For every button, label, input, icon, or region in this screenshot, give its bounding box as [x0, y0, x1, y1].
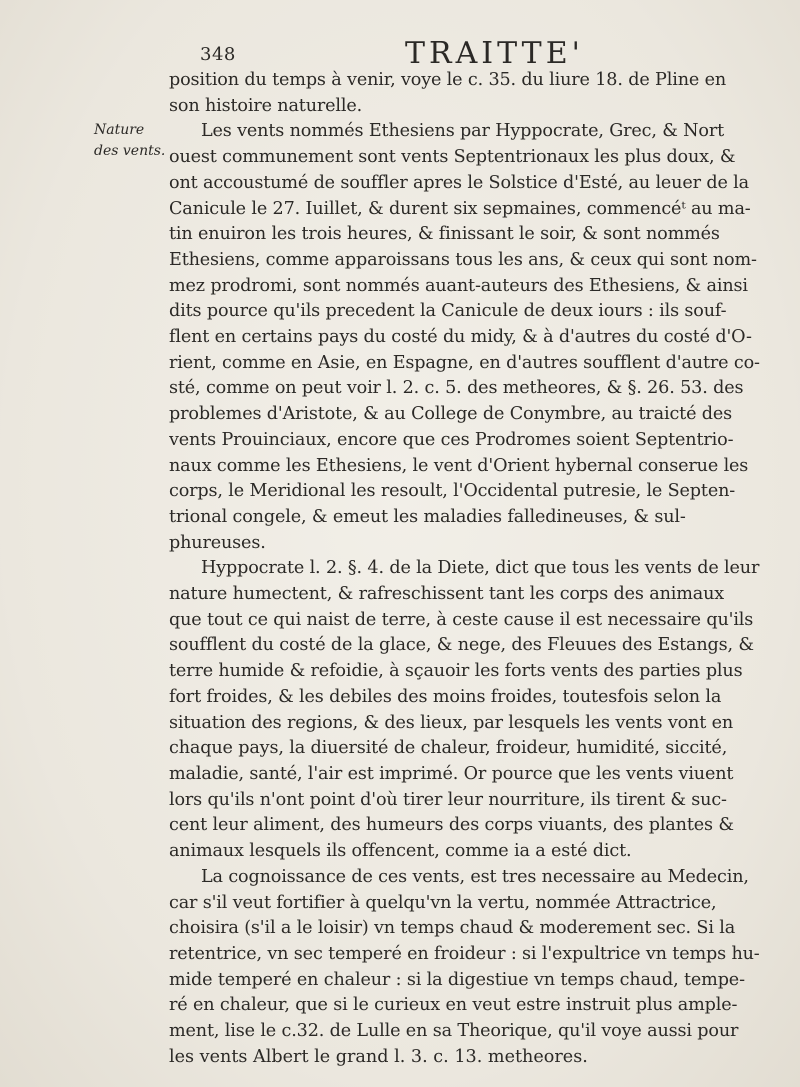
text-line: Les vents nommés Ethesiens par Hyppocrate, Grec, & Nort — [201, 121, 725, 142]
text-line: choisira (s'il a le loisir) vn temps chaud & moderement sec. Si la — [169, 918, 736, 939]
text-line: retentrice, vn sec temperé en froideur : si l'expultrice vn temps hu- — [169, 943, 760, 964]
text-line: ment, lise le c.32. de Lulle en sa Theorique, qu'il voye aussi pour — [169, 1021, 739, 1042]
text-line: naux comme les Ethesiens, le vent d'Orient hybernal conserue les — [169, 455, 749, 476]
text-line: maladie, santé, l'air est imprimé. Or pource que les vents viuent — [169, 763, 734, 784]
text-line: lors qu'ils n'ont point d'où tirer leur nourriture, ils tirent & suc- — [169, 789, 727, 810]
text-line: son histoire naturelle. — [169, 95, 363, 116]
margin-note-line: Nature — [94, 122, 145, 138]
text-line: position du temps à venir, voye le c. 35. du liure 18. de Pline en — [169, 70, 727, 90]
body-text — [169, 68, 779, 1070]
text-line: terre humide & refoidie, à sçauoir les forts vents des parties plus — [169, 661, 743, 682]
page-number: 348 — [200, 44, 236, 65]
text-line: les vents Albert le grand l. 3. c. 13. metheores. — [169, 1046, 588, 1067]
text-line: trional congele, & emeut les maladies falledineuses, & sul- — [169, 506, 686, 527]
text-line: mide temperé en chaleur : si la digestiue vn temps chaud, tempe- — [169, 969, 745, 990]
text-line: La cognoissance de ces vents, est tres necessaire au Medecin, — [201, 866, 749, 887]
text-line: sté, comme on peut voir l. 2. c. 5. des metheores, & §. 26. 53. des — [169, 378, 744, 399]
margin-note-line: des vents. — [94, 143, 166, 159]
text-line: ré en chaleur, que si le curieux en veut estre instruit plus ample- — [169, 995, 738, 1016]
text-line: rient, comme en Asie, en Espagne, en d'autres soufflent d'autre co- — [169, 352, 760, 373]
text-line: tin enuiron les trois heures, & finissant le soir, & sont nommés — [169, 224, 720, 245]
text-line: vents Prouinciaux, encore que ces Prodromes soient Septentrio- — [169, 429, 734, 450]
text-line: animaux lesquels ils offencent, comme ia a esté dict. — [169, 841, 632, 862]
text-line: flent en certains pays du costé du midy, & à d'autres du costé d'O- — [169, 327, 752, 348]
margin-note — [94, 120, 178, 162]
text-line: chaque pays, la diuersité de chaleur, froideur, humidité, siccité, — [169, 738, 728, 759]
text-line: soufflent du costé de la glace, & nege, des Fleuues des Estangs, & — [169, 635, 754, 656]
text-line: nature humectent, & rafreschissent tant les corps des animaux — [169, 584, 725, 605]
text-line: ont accoustumé de souffler apres le Solstice d'Esté, au leuer de la — [169, 172, 749, 193]
text-line: car s'il veut fortifier à quelqu'vn la vertu, nommée Attractrice, — [169, 892, 717, 913]
running-title: TRAITTE' — [405, 36, 584, 71]
text-line: Hyppocrate l. 2. §. 4. de la Diete, dict que tous les vents de leur — [201, 558, 760, 579]
text-line: Canicule le 27. Iuillet, & durent six sepmaines, commencéᵗ au ma- — [169, 198, 751, 219]
text-line: problemes d'Aristote, & au College de Conymbre, au traicté des — [169, 404, 733, 425]
text-line: Ethesiens, comme apparoissans tous les ans, & ceux qui sont nom- — [169, 249, 757, 270]
text-line: dits pource qu'ils precedent la Canicule de deux iours : ils souf- — [169, 301, 727, 322]
text-line: corps, le Meridional les resoult, l'Occidental putresie, le Septen- — [169, 481, 736, 502]
text-line: phureuses. — [169, 532, 266, 553]
text-line: situation des regions, & des lieux, par lesquels les vents vont en — [169, 712, 734, 733]
text-line: que tout ce qui naist de terre, à ceste cause il est necessaire qu'ils — [169, 609, 754, 630]
text-line: ouest communement sont vents Septentrionaux les plus doux, & — [169, 147, 736, 168]
text-line: mez prodromi, sont nommés auant-auteurs des Ethesiens, & ainsi — [169, 275, 748, 296]
text-line: fort froides, & les debiles des moins froides, toutesfois selon la — [169, 686, 722, 707]
text-line: cent leur aliment, des humeurs des corps viuants, des plantes & — [169, 815, 734, 836]
